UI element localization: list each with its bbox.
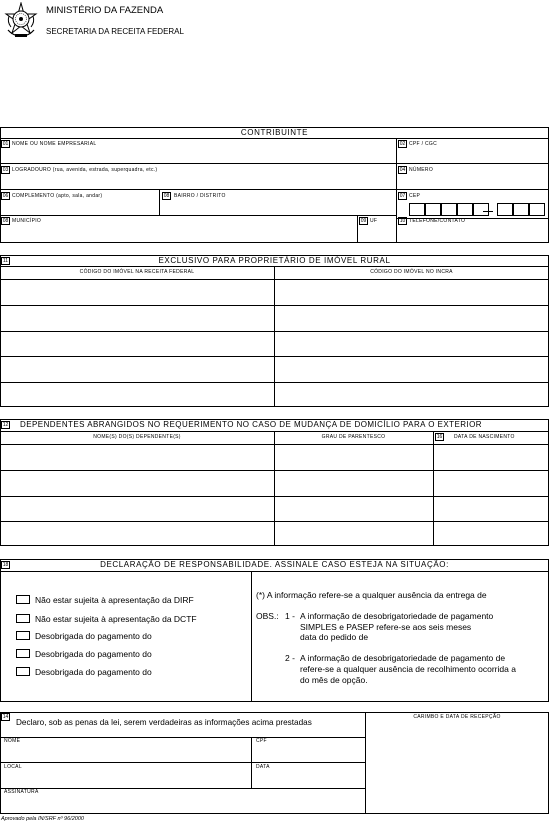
reception-stamp-area xyxy=(367,724,547,812)
field-number: 16 xyxy=(436,434,443,440)
contribuinte-title: CONTRIBUINTE xyxy=(240,128,309,137)
dependent-kinship-input[interactable] xyxy=(276,523,431,544)
option-label: Desobrigada do pagamento do xyxy=(35,631,152,641)
dependent-birthdate-input[interactable] xyxy=(435,498,547,519)
municipality-label: MUNICÍPIO xyxy=(12,218,42,224)
ministry-title: MINISTÉRIO DA FAZENDA xyxy=(46,5,164,16)
field-number: 09 xyxy=(360,218,367,224)
dependent-name-input[interactable] xyxy=(2,472,272,494)
dependent-kinship-input[interactable] xyxy=(276,472,431,494)
date-input[interactable] xyxy=(253,772,363,786)
cpf-cgc-label: CPF / CGC xyxy=(409,141,437,147)
obs-1-line: A informação de desobrigatoriedade de pagamento xyxy=(300,611,494,621)
option-label: Desobrigada do pagamento do xyxy=(35,667,152,677)
complement-label: COMPLEMENTO (apto, sala, andar) xyxy=(12,193,103,199)
approval-footer: Aprovado pela IN/SRF nº 96/2000 xyxy=(1,816,84,822)
dependent-kinship-input[interactable] xyxy=(276,446,431,468)
declaration-statement: Declaro, sob as penas da lei, serem verdadeiras as informações acima prestadas xyxy=(16,718,312,727)
obs-2-line: do mês de opção. xyxy=(300,675,368,685)
cpf-label: CPF xyxy=(256,738,267,744)
incra-code-input[interactable] xyxy=(276,281,546,303)
exempt-payment-checkbox[interactable] xyxy=(16,631,30,640)
field-number: 04 xyxy=(399,167,406,173)
cep-label: CEP xyxy=(409,193,421,199)
number-input[interactable] xyxy=(398,176,546,188)
note-star: (*) A informação refere-se a qualquer ausência da entrega de xyxy=(256,590,487,600)
rural-code-input[interactable] xyxy=(2,384,272,405)
field-number: 08 xyxy=(163,193,170,199)
no-dctf-checkbox[interactable] xyxy=(16,614,30,623)
section-number: 11 xyxy=(2,258,9,264)
declaration-title: DECLARAÇÃO DE RESPONSABILIDADE. ASSINALE CASO ESTEJA NA SITUAÇÃO: xyxy=(100,560,449,569)
dependent-name-input[interactable] xyxy=(2,446,272,468)
option-label: Não estar sujeita à apresentação da DCTF xyxy=(35,614,197,624)
dependent-birthdate-input[interactable] xyxy=(435,472,547,494)
obs-2-line: A informação de desobrigatoriedade de pagamento de xyxy=(300,653,506,663)
cep-dash xyxy=(483,211,493,212)
cep-digit-input[interactable] xyxy=(513,203,529,216)
obs-2-number: 2 - xyxy=(285,653,295,663)
obs-2-line: refere-se a qualquer ausência de recolhimento ocorrida a xyxy=(300,664,516,674)
secretariat-title: SECRETARIA DA RECEITA FEDERAL xyxy=(46,27,184,36)
address-input[interactable] xyxy=(2,176,394,188)
phone-input[interactable] xyxy=(398,227,546,241)
coat-of-arms-icon xyxy=(3,2,39,38)
rural-col-incra: CÓDIGO DO IMÓVEL NO INCRA xyxy=(370,269,453,275)
cep-digit-input[interactable] xyxy=(529,203,545,216)
name-input[interactable] xyxy=(2,150,394,162)
field-number: 03 xyxy=(2,167,9,173)
incra-code-input[interactable] xyxy=(276,333,546,355)
signer-name-input[interactable] xyxy=(2,746,249,760)
dependent-name-input[interactable] xyxy=(2,523,272,544)
dependent-name-input[interactable] xyxy=(2,498,272,519)
uf-input[interactable] xyxy=(359,227,394,241)
field-number: 06 xyxy=(2,193,9,199)
reception-stamp-label: CARIMBO E DATA DE RECEPÇÃO xyxy=(413,714,501,720)
local-input[interactable] xyxy=(2,772,249,786)
cep-digit-input[interactable] xyxy=(497,203,513,216)
name-label: NOME xyxy=(4,738,21,744)
rural-col-receita: CÓDIGO DO IMÓVEL NA RECEITA FEDERAL xyxy=(79,269,195,275)
obs-label: OBS.: xyxy=(256,611,279,621)
dependents-col-name: NOME(S) DO(S) DEPENDENTE(S) xyxy=(93,434,181,440)
cep-digit-input[interactable] xyxy=(473,203,489,216)
field-number: 01 xyxy=(2,141,9,147)
number-label: NÚMERO xyxy=(409,167,434,173)
incra-code-input[interactable] xyxy=(276,307,546,329)
dependents-title: DEPENDENTES ABRANGIDOS NO REQUERIMENTO NO CASO DE MUDANÇA DE DOMICÍLIO PARA O EXTERIOR xyxy=(20,420,483,429)
rural-code-input[interactable] xyxy=(2,281,272,303)
obs-1-line: data do pedido de xyxy=(300,632,369,642)
obs-1-line: SIMPLES e PASEP refere-se aos seis meses xyxy=(300,622,472,632)
exempt-payment-checkbox[interactable] xyxy=(16,649,30,658)
rural-code-input[interactable] xyxy=(2,358,272,380)
district-input[interactable] xyxy=(162,202,394,214)
district-label: BAIRRO / DISTRITO xyxy=(174,193,226,199)
name-label: NOME OU NOME EMPRESARIAL xyxy=(12,141,97,147)
cpf-cgc-input[interactable] xyxy=(398,150,546,162)
complement-input[interactable] xyxy=(2,202,157,214)
signer-cpf-input[interactable] xyxy=(253,746,363,760)
dependent-birthdate-input[interactable] xyxy=(435,446,547,468)
signature-label: ASSINATURA xyxy=(4,789,39,795)
rural-title: EXCLUSIVO PARA PROPRIETÁRIO DE IMÓVEL RURAL xyxy=(158,256,391,265)
phone-label: TELEFONE/CONTATO xyxy=(409,218,466,224)
option-label: Desobrigada do pagamento do xyxy=(35,649,152,659)
incra-code-input[interactable] xyxy=(276,358,546,380)
section-number: 14 xyxy=(2,714,9,720)
rural-code-input[interactable] xyxy=(2,333,272,355)
option-label: Não estar sujeita à apresentação da DIRF xyxy=(35,595,194,605)
cep-digit-input[interactable] xyxy=(457,203,473,216)
field-number: 02 xyxy=(399,141,406,147)
address-label: LOGRADOURO (rua, avenida, estrada, superquadra, etc.) xyxy=(12,167,158,173)
field-number: 10 xyxy=(399,218,406,224)
signature-input[interactable] xyxy=(2,797,363,812)
date-label: DATA xyxy=(256,764,270,770)
municipality-input[interactable] xyxy=(2,227,355,241)
section-number: 12 xyxy=(2,422,9,428)
section-number: 18 xyxy=(2,562,9,568)
cep-digit-input[interactable] xyxy=(425,203,441,216)
dependents-col-kinship: GRAU DE PARENTESCO xyxy=(321,434,386,440)
incra-code-input[interactable] xyxy=(276,384,546,405)
dependent-birthdate-input[interactable] xyxy=(435,523,547,544)
dependent-kinship-input[interactable] xyxy=(276,498,431,519)
uf-label: UF xyxy=(370,218,378,224)
no-dirf-checkbox[interactable] xyxy=(16,595,30,604)
field-number: 07 xyxy=(399,193,406,199)
exempt-payment-checkbox[interactable] xyxy=(16,667,30,676)
field-number: 08 xyxy=(2,218,9,224)
rural-code-input[interactable] xyxy=(2,307,272,329)
local-label: LOCAL xyxy=(4,764,22,770)
cep-digit-input[interactable] xyxy=(441,203,457,216)
obs-1-number: 1 - xyxy=(285,611,295,621)
dependents-col-birthdate: DATA DE NASCIMENTO xyxy=(454,434,515,440)
cep-digit-input[interactable] xyxy=(409,203,425,216)
